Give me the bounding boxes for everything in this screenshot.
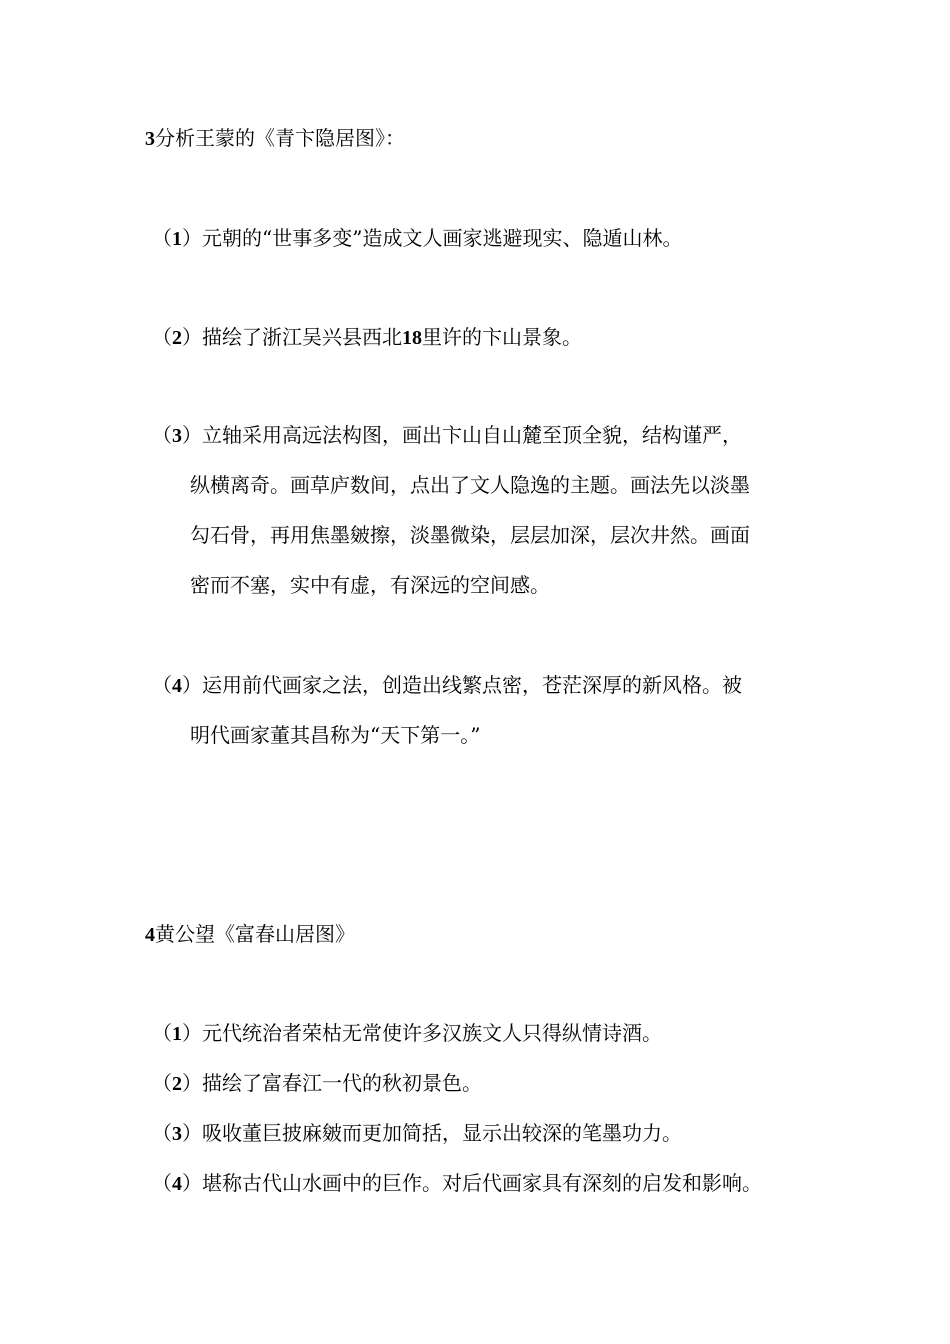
item-text: 运用前代画家之法，创造出线繁点密，苍茫深厚的新风格。被 bbox=[202, 673, 742, 697]
paren-open: （ bbox=[152, 1021, 172, 1045]
section-4-item-4 bbox=[152, 1171, 762, 1196]
item-text: 里许的卞山景象。 bbox=[422, 325, 582, 349]
paren-open: （ bbox=[152, 226, 172, 250]
paren-open: （ bbox=[152, 1171, 172, 1195]
section-4-item-2 bbox=[152, 1071, 482, 1096]
item-number: 1 bbox=[172, 228, 182, 250]
section-4-item-3 bbox=[152, 1121, 682, 1146]
item-number: 3 bbox=[172, 1123, 182, 1145]
section-3-title: 分析王蒙的《青卞隐居图》： bbox=[155, 126, 405, 150]
section-4-heading bbox=[145, 922, 355, 947]
section-4-title: 黄公望《富春山居图》 bbox=[155, 922, 355, 946]
item-number: 2 bbox=[172, 1073, 182, 1095]
section-4-item-1 bbox=[152, 1021, 662, 1046]
section-3-item-4-line-2: 明代画家董其昌称为“天下第一。” bbox=[190, 723, 481, 747]
item-text: 立轴采用高远法构图，画出卞山自山麓至顶全貌，结构谨严， bbox=[202, 423, 742, 447]
item-text: 元代统治者荣枯无常使许多汉族文人只得纵情诗酒。 bbox=[202, 1021, 662, 1045]
section-3-number: 3 bbox=[145, 128, 155, 150]
paren-open: （ bbox=[152, 1071, 172, 1095]
item-number: 2 bbox=[172, 327, 182, 349]
paren-close: ） bbox=[182, 1021, 202, 1045]
paren-open: （ bbox=[152, 423, 172, 447]
paren-close: ） bbox=[182, 673, 202, 697]
item-text: 堪称古代山水画中的巨作。对后代画家具有深刻的启发和影响。 bbox=[202, 1171, 762, 1195]
item-number: 1 bbox=[172, 1023, 182, 1045]
section-3-item-3-line-2: 纵横离奇。画草庐数间，点出了文人隐逸的主题。画法先以淡墨 bbox=[190, 473, 750, 497]
section-3-item-3-line-4: 密而不塞，实中有虚，有深远的空间感。 bbox=[190, 573, 550, 597]
section-4-number: 4 bbox=[145, 924, 155, 946]
item-number: 3 bbox=[172, 425, 182, 447]
item-number: 4 bbox=[172, 675, 182, 697]
item-number: 4 bbox=[172, 1173, 182, 1195]
paren-close: ） bbox=[182, 226, 202, 250]
item-text: 描绘了富春江一代的秋初景色。 bbox=[202, 1071, 482, 1095]
paren-close: ） bbox=[182, 1071, 202, 1095]
item-text: 吸收董巨披麻皴而更加简括，显示出较深的笔墨功力。 bbox=[202, 1121, 682, 1145]
section-3-item-1 bbox=[152, 226, 682, 251]
item-text: 描绘了浙江吴兴县西北 bbox=[202, 325, 402, 349]
distance-number: 18 bbox=[402, 327, 422, 349]
section-3-item-4 bbox=[152, 673, 742, 698]
paren-open: （ bbox=[152, 673, 172, 697]
section-3-item-2 bbox=[152, 325, 582, 350]
section-3-heading bbox=[145, 126, 405, 151]
section-3-item-3-line-3: 勾石骨，再用焦墨皴擦，淡墨微染，层层加深，层次井然。画面 bbox=[190, 523, 750, 547]
section-3-item-3 bbox=[152, 423, 742, 448]
paren-close: ） bbox=[182, 325, 202, 349]
paren-open: （ bbox=[152, 1121, 172, 1145]
item-text: 元朝的“世事多变”造成文人画家逃避现实、隐遁山林。 bbox=[202, 226, 683, 250]
paren-open: （ bbox=[152, 325, 172, 349]
paren-close: ） bbox=[182, 423, 202, 447]
paren-close: ） bbox=[182, 1121, 202, 1145]
paren-close: ） bbox=[182, 1171, 202, 1195]
